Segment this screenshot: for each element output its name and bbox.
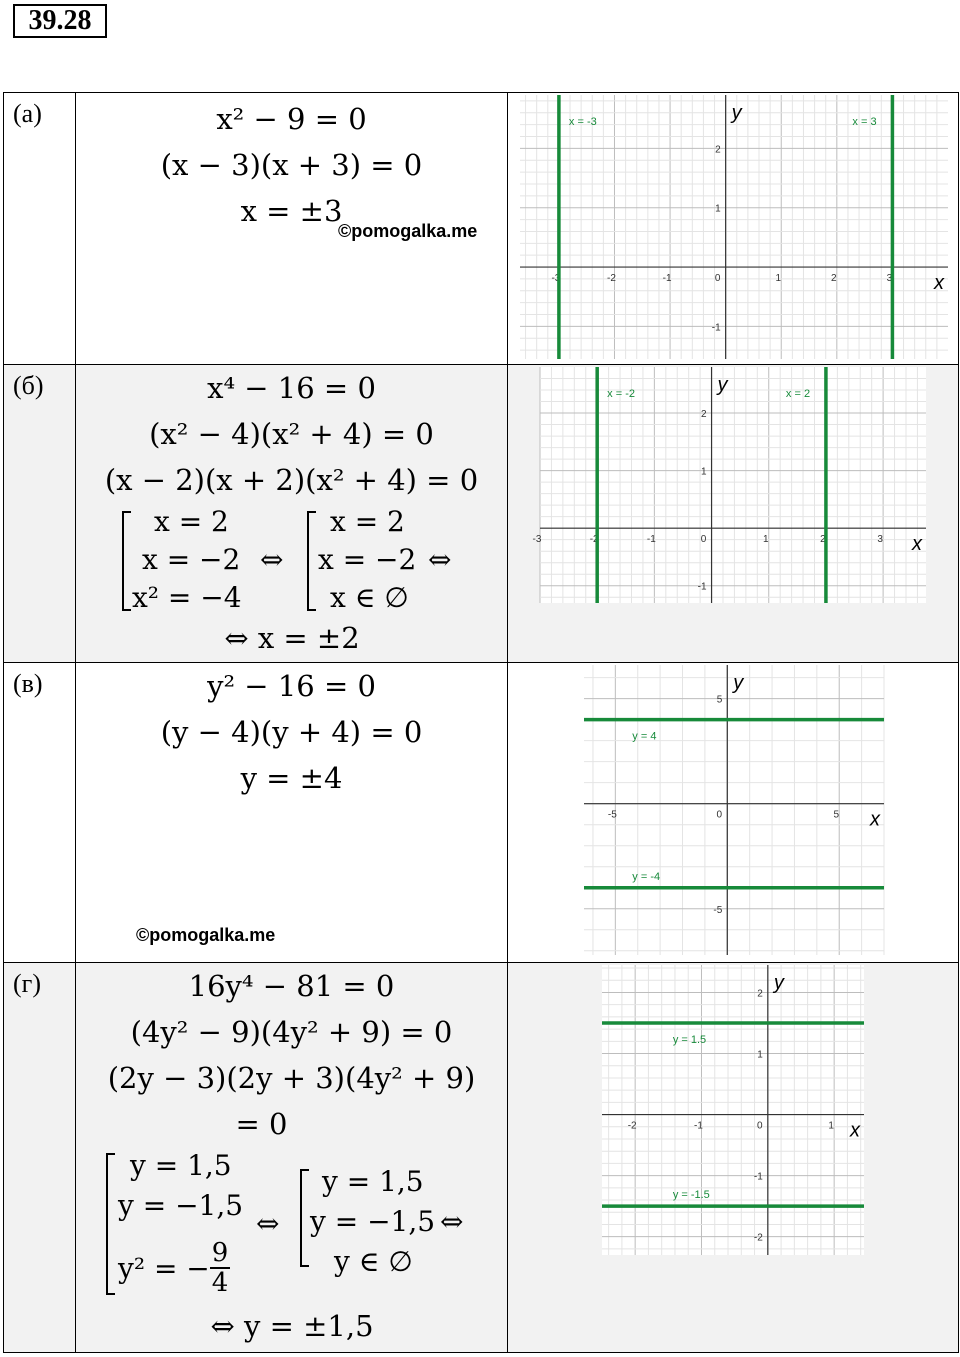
x-tick-label: 3 (886, 273, 893, 285)
system-line: x = −2 (318, 543, 417, 576)
y-tick-label: 1 (700, 466, 707, 478)
fraction-numerator: 9 (211, 1238, 229, 1268)
system-line: y = −1,5 (310, 1205, 436, 1238)
solution-cell (76, 963, 508, 1353)
x-tick-label: 1 (762, 534, 769, 546)
x-axis-label: x (934, 272, 944, 295)
y-tick-label: 1 (715, 203, 721, 215)
graph-background (602, 965, 864, 1255)
graph-cell (508, 93, 959, 365)
y-axis-label: y (731, 102, 742, 124)
x-axis-label: x (850, 1119, 860, 1142)
x-tick-label: -2 (607, 273, 616, 285)
equation-line: (4y² − 9)(4y² + 9) = 0 (130, 1015, 453, 1049)
equation-line: (x − 3)(x + 3) = 0 (160, 148, 423, 182)
table-row (4, 93, 959, 365)
equation-line: x² − 9 = 0 (216, 102, 367, 136)
solution-line-label: x = -3 (568, 116, 597, 128)
row-label: (б) (13, 371, 44, 400)
system-bracket (106, 1153, 115, 1295)
graph-cell (508, 963, 959, 1353)
result-line: ⇔ y = ±1,5 (210, 1309, 374, 1343)
x-tick-label: -5 (607, 809, 617, 821)
table-row (4, 365, 959, 663)
equation-system (76, 1149, 508, 1299)
y-tick-label: 2 (700, 409, 707, 421)
x-tick-label: 1 (828, 1120, 834, 1132)
x-tick-label: -1 (662, 273, 672, 285)
fraction (210, 1239, 231, 1297)
y-axis-label: y (773, 972, 784, 994)
system-line: x = 2 (330, 505, 405, 538)
y-tick-label: 2 (757, 988, 763, 1000)
y-tick-label: -1 (697, 581, 707, 593)
x-tick-label: -2 (589, 534, 599, 546)
equation-line: = 0 (235, 1107, 288, 1141)
solution-cell (76, 93, 508, 365)
solution-line-label: x = 2 (785, 388, 811, 400)
system-line: x = −2 (142, 543, 241, 576)
x-tick-label: 0 (757, 1120, 763, 1132)
equation-line: (y − 4)(y + 4) = 0 (160, 715, 423, 749)
x-tick-label: 1 (775, 273, 782, 285)
x-tick-label: 3 (877, 534, 883, 546)
solution-line-label: x = 3 (852, 116, 877, 128)
system-line-text: y² = − (118, 1251, 210, 1285)
x-tick-label: -1 (646, 534, 656, 546)
equation-line: (x − 2)(x + 2)(x² + 4) = 0 (104, 463, 479, 497)
row-label: (г) (13, 969, 41, 998)
equiv-sign: ⇔ (260, 543, 284, 576)
equation-block (76, 963, 507, 1147)
equation-line: (2y − 3)(2y + 3)(4y² + 9) (107, 1061, 476, 1095)
y-axis-label: y (717, 374, 728, 396)
solution-table (3, 92, 959, 1353)
table-row (4, 963, 959, 1353)
x-tick-label: 0 (700, 534, 707, 546)
equation-block (76, 663, 507, 801)
x-tick-label: -3 (551, 273, 561, 285)
equation-line: 16y⁴ − 81 = 0 (188, 969, 395, 1003)
equiv-sign: ⇔ (428, 543, 452, 576)
x-tick-label: -3 (532, 534, 542, 546)
solution-line-label: y = -4 (632, 870, 661, 883)
x-axis-label: x (912, 533, 922, 556)
graph-v (584, 665, 884, 955)
y-tick-label: -2 (753, 1232, 763, 1244)
y-tick-label: -5 (713, 904, 723, 916)
row-label: (а) (13, 99, 42, 128)
equation-line: y² − 16 = 0 (207, 669, 376, 703)
x-tick-label: 2 (831, 273, 837, 285)
x-tick-label: 5 (833, 809, 840, 821)
solution-line-label: y = 1.5 (672, 1034, 707, 1046)
row-label: (в) (13, 669, 43, 698)
graph-cell (508, 365, 959, 663)
graph-b (532, 367, 926, 603)
system-line: y ∈ ∅ (334, 1245, 413, 1278)
y-tick-label: -1 (711, 322, 721, 334)
system-line: y = −1,5 (118, 1189, 244, 1222)
solution-line-label: x = -2 (607, 388, 636, 400)
row-label-cell (4, 365, 76, 663)
system-line: x ∈ ∅ (330, 581, 409, 614)
equation-line: y = ±4 (240, 761, 343, 795)
system-line: x = 2 (154, 505, 229, 538)
y-tick-label: 2 (715, 144, 721, 156)
system-line: y = 1,5 (130, 1149, 232, 1182)
equation-block (76, 93, 507, 234)
row-label-cell (4, 963, 76, 1353)
system-bracket (300, 1169, 309, 1267)
x-tick-label: -2 (627, 1120, 637, 1132)
x-tick-label: 0 (714, 273, 721, 285)
system-line: x² = −4 (132, 581, 242, 614)
equiv-sign: ⇔ (440, 1205, 464, 1238)
watermark: ©pomogalka.me (136, 925, 276, 945)
solution-cell (76, 663, 508, 963)
problem-number: 39.28 (13, 4, 107, 38)
row-label-cell (4, 93, 76, 365)
graph-g (602, 965, 864, 1255)
equiv-sign: ⇔ (256, 1207, 280, 1240)
x-tick-label: 2 (820, 534, 826, 546)
x-tick-label: -1 (694, 1120, 703, 1132)
x-axis-label: x (870, 808, 880, 831)
solution-cell (76, 365, 508, 663)
equation-line: x⁴ − 16 = 0 (207, 371, 376, 405)
system-bracket (122, 511, 131, 611)
solution-line-label: y = -1.5 (672, 1189, 710, 1202)
row-label-cell (4, 663, 76, 963)
system-line (118, 1239, 230, 1297)
equation-line: x = ±3 (240, 194, 343, 228)
y-tick-label: -1 (753, 1171, 763, 1183)
system-bracket (307, 511, 316, 611)
y-tick-label: 1 (757, 1049, 763, 1061)
y-tick-label: 5 (716, 694, 723, 706)
x-tick-label: 0 (716, 809, 723, 821)
equation-block (76, 365, 507, 503)
y-axis-label: y (733, 672, 744, 694)
graph-background (520, 95, 948, 359)
system-line: y = 1,5 (322, 1165, 424, 1198)
graph-cell (508, 663, 959, 963)
solution-line-label: y = 4 (632, 730, 657, 743)
equation-line: (x² − 4)(x² + 4) = 0 (149, 417, 434, 451)
fraction-denominator: 4 (211, 1268, 229, 1298)
watermark: ©pomogalka.me (338, 221, 478, 241)
result-line: ⇔ x = ±2 (224, 621, 360, 655)
equation-system (76, 505, 508, 615)
table-row (4, 663, 959, 963)
graph-a (520, 95, 948, 359)
